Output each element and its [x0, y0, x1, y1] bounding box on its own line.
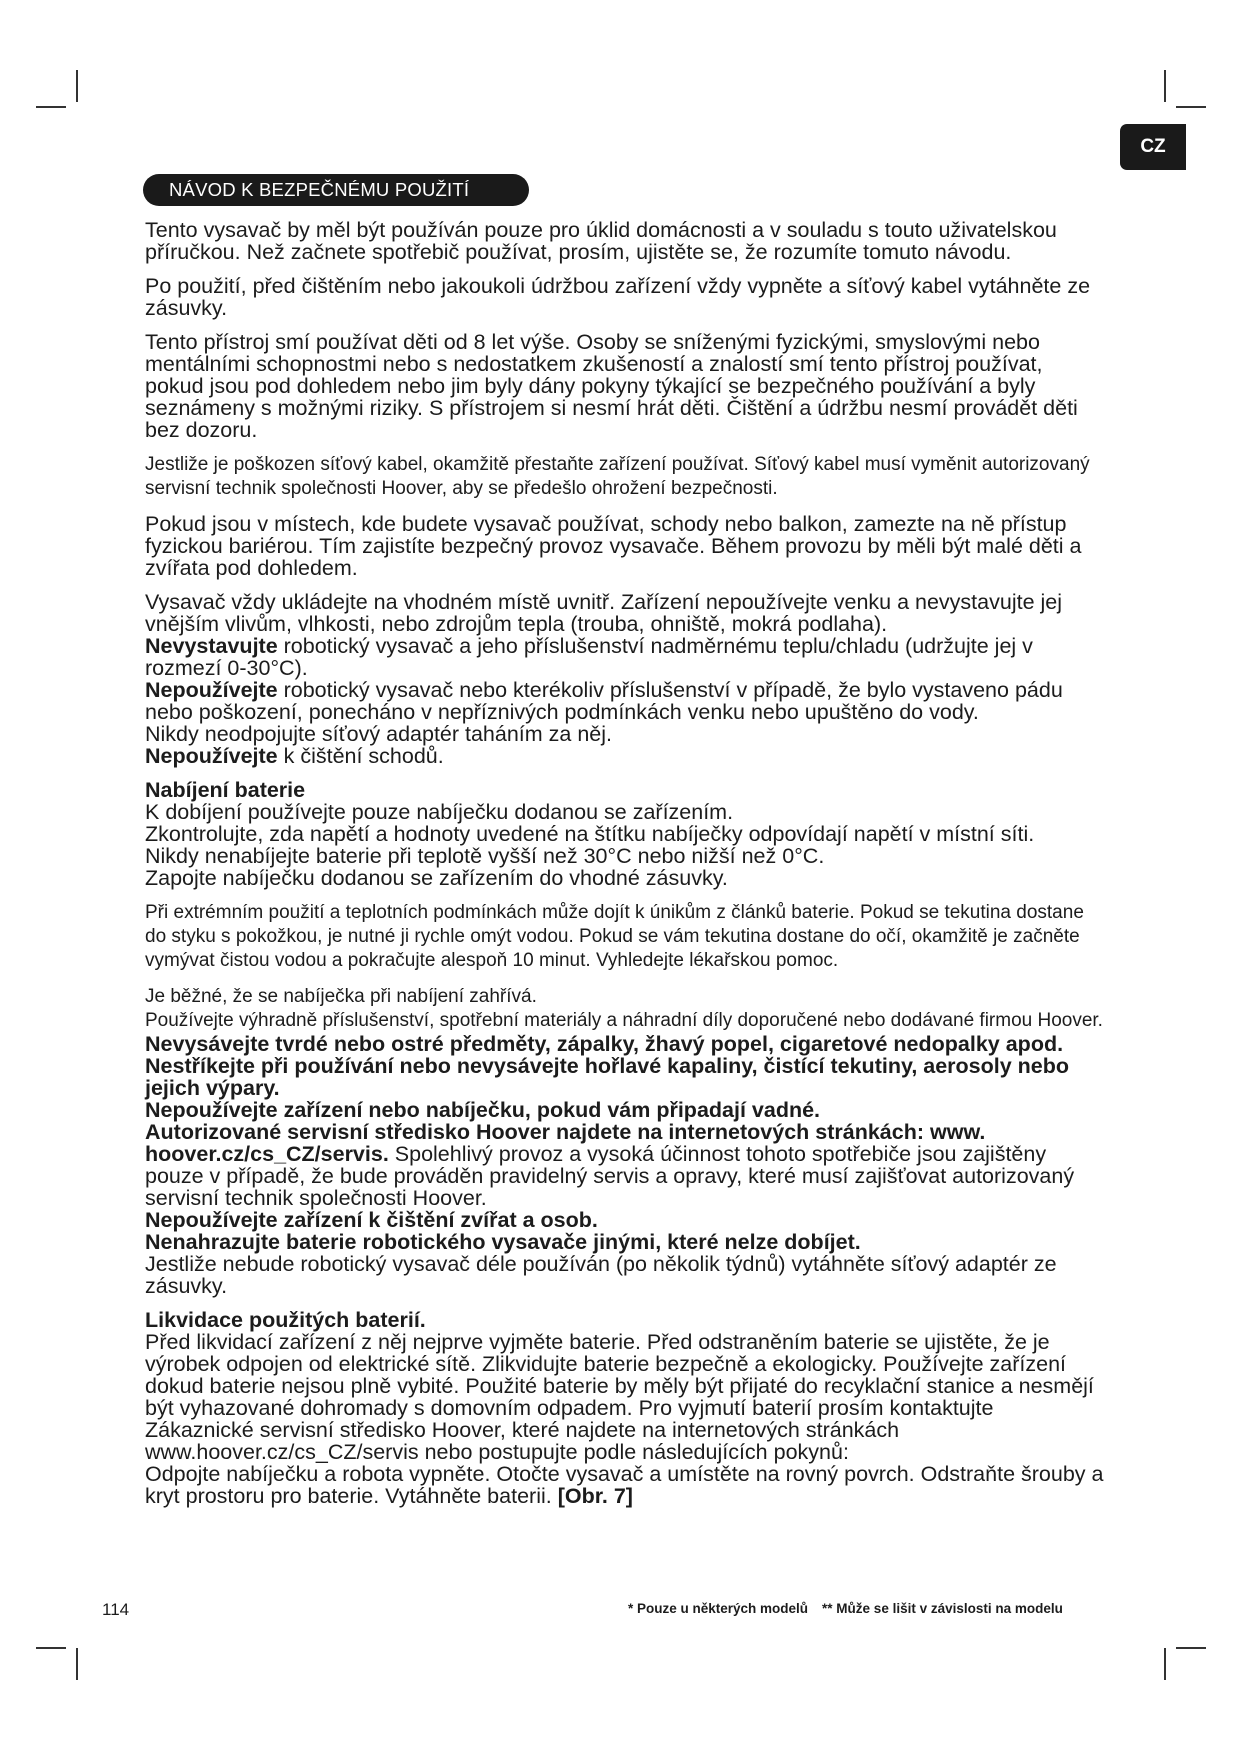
- paragraph-after-use: Po použití, před čištěním nebo jakoukoli údržbou zařízení vždy vypněte a síťový kabel vytáhněte ze zásuvky.: [145, 274, 1091, 320]
- paragraph-leakage: Při extrémním použití a teplotních podmínkách může dojít k únikům z článků baterie. Pokud se tekutina dostane do styku s pokožkou, je nutné ji rychle omýt vodou. Pokud se vám tekutina dostane do očí, okamžitě je začněte vymývat čistou vodou a pokračujte alespoň 10 minut. Vyhledejte lékařskou pomoc.: [145, 902, 1084, 971]
- paragraph-warnings: [145, 1033, 1105, 1297]
- paragraph-charging: [145, 801, 1105, 889]
- warning-bold-3: Nepoužívejte zařízení nebo nabíječku, pokud vám připadají vadné.: [145, 1098, 821, 1122]
- paragraph-children: Tento přístroj smí používat děti od 8 let výše. Osoby se sníženými fyzickými, smyslovými nebo mentálními schopnostmi nebo s nedostatkem zkušeností a znalostí smí tento přístroj používat, pokud jsou pod dohledem nebo jim byly dány pokyny týkající se bezpečného používání a byly seznámeny s možnými riziky. S přístrojem si nesmí hrát děti. Čištění a údržbu nesmí provádět děti bez dozoru.: [145, 330, 1078, 442]
- charging-line-2: Zkontrolujte, zda napětí a hodnoty uvedené na štítku nabíječky odpovídají napětí v místní síti.: [145, 822, 1035, 846]
- crop-mark-top-right-v: [1164, 70, 1166, 102]
- charging-line-3: Nikdy nenabíjejte baterie při teplotě vyšší než 30°C nebo nižší než 0°C.: [145, 844, 825, 868]
- warning-bold-4: Autorizované servisní středisko Hoover najdete na internetových stránkách: www. hoover.cz/cs_CZ/servis.: [145, 1120, 986, 1166]
- warning-bold-1: Nevysávejte tvrdé nebo ostré předměty, zápalky, žhavý popel, cigaretové nedopalky apod.: [145, 1032, 1064, 1056]
- warning-bold-6: Nenahrazujte baterie robotického vysavače jinými, které nelze dobíjet.: [145, 1230, 861, 1254]
- crop-mark-top-left-v: [76, 70, 78, 102]
- paragraph-charger-heat: [145, 985, 1105, 1033]
- paragraph-storage: [145, 591, 1105, 767]
- storage-text-4: Nikdy neodpojujte síťový adaptér taháním za něj.: [145, 722, 613, 746]
- paragraph-stairs: Pokud jsou v místech, kde budete vysavač používat, schody nebo balkon, zamezte na ně přístup fyzickou bariérou. Tím zajistíte bezpečný provoz vysavače. Během provozu by měli být malé děti a zvířata pod dohledem.: [145, 512, 1082, 580]
- paragraph-intro: Tento vysavač by měl být používán pouze pro úklid domácnosti a v souladu s touto uživatelskou příručkou. Než začnete spotřebič používat, prosím, ujistěte se, že rozumíte tomuto návodu.: [145, 218, 1057, 264]
- footnote: [628, 1601, 1063, 1616]
- warning-bold-5: Nepoužívejte zařízení k čištění zvířat a osob.: [145, 1208, 598, 1232]
- disposal-text: Před likvidací zařízení z něj nejprve vyjměte baterie. Před odstraněním baterie se ujistěte, že je výrobek odpojen od elektrické sítě. Zlikvidujte baterie bezpečně a ekologicky. Používejte zařízení dokud baterie nejsou plně vybité. Použité baterie by měly být přijaté do recyklační stanice a nesmějí být vyhazované dohromady s domovním odpadem. Pro vyjmutí baterií prosím kontaktujte Zákaznické servisní středisko Hoover, které najdete na internetových stránkách www.hoover.cz/cs_CZ/servis nebo postupujte podle následujících pokynů:: [145, 1330, 1094, 1464]
- disposal-text-2: Odpojte nabíječku a robota vypněte. Otočte vysavač a umístěte na rovný povrch. Odstraňte šrouby a kryt prostoru pro baterie. Vytáhněte baterii.: [145, 1462, 1104, 1508]
- charging-line-4: Zapojte nabíječku dodanou se zařízením do vhodné zásuvky.: [145, 866, 728, 890]
- storage-bold-2: Nepoužívejte: [145, 678, 278, 702]
- crop-mark-bottom-right-h: [1176, 1647, 1206, 1649]
- storage-bold-1: Nevystavujte: [145, 634, 278, 658]
- storage-text-5: k čištění schodů.: [277, 744, 444, 768]
- crop-mark-bottom-left-h: [36, 1647, 66, 1649]
- crop-mark-bottom-left-v: [76, 1648, 78, 1680]
- main-content: [145, 219, 1105, 1519]
- footnote-2: ** Může se lišit v závislosti na modelu: [822, 1601, 1063, 1616]
- storage-text: Vysavač vždy ukládejte na vhodném místě uvnitř. Zařízení nepoužívejte venku a nevystavujte jej vnějším vlivům, vlhkosti, nebo zdrojům tepla (trouba, ohniště, mokrá podlaha).: [145, 590, 1063, 636]
- warning-bold-2: Nestříkejte při používání nebo nevysávejte hořlavé kapaliny, čistící tekutiny, aerosoly nebo jejich výpary.: [145, 1054, 1070, 1100]
- heading-disposal: Likvidace použitých baterií.: [145, 1308, 426, 1332]
- storage-text-3: robotický vysavač nebo kterékoliv příslušenství v případě, že bylo vystaveno pádu nebo poškození, ponecháno v nepříznivých podmínkách venku nebo upuštěno do vody.: [145, 678, 1063, 724]
- heading-charging: Nabíjení baterie: [145, 778, 306, 802]
- charger-heat-line-1: Je běžné, že se nabíječka při nabíjení zahřívá.: [145, 986, 537, 1007]
- crop-mark-bottom-right-v: [1164, 1648, 1166, 1680]
- charging-line-1: K dobíjení používejte pouze nabíječku dodanou se zařízením.: [145, 800, 734, 824]
- footnote-1: * Pouze u některých modelů: [628, 1601, 809, 1616]
- figure-reference: [Obr. 7]: [557, 1484, 633, 1508]
- crop-mark-top-left-h: [36, 106, 66, 108]
- warning-text-4: Spolehlivý provoz a vysoká účinnost tohoto spotřebiče jsou zajištěny pouze v případě, že bude prováděn pravidelný servis a opravy, které musí zajišťovat autorizovaný servisní technik společnosti Hoover.: [145, 1142, 1075, 1210]
- storage-bold-3: Nepoužívejte: [145, 744, 278, 768]
- storage-text-2: robotický vysavač a jeho příslušenství nadměrnému teplu/chladu (udržujte jej v rozmezí 0-30°C).: [145, 634, 1033, 680]
- paragraph-disposal: [145, 1331, 1105, 1507]
- warning-text-7: Jestliže nebude robotický vysavač déle používán (po několik týdnů) vytáhněte síťový adaptér ze zásuvky.: [145, 1252, 1057, 1298]
- section-header: NÁVOD K BEZPEČNÉMU POUŽITÍ: [143, 174, 529, 206]
- crop-mark-top-right-h: [1176, 106, 1206, 108]
- page-number: 114: [102, 1600, 130, 1619]
- language-tab: CZ: [1120, 124, 1186, 170]
- paragraph-cable: Jestliže je poškozen síťový kabel, okamžitě přestaňte zařízení používat. Síťový kabel musí vyměnit autorizovaný servisní technik společnosti Hoover, aby se předešlo ohrožení bezpečnosti.: [145, 454, 1090, 499]
- charger-heat-line-2: Používejte výhradně příslušenství, spotřební materiály a náhradní díly doporučené nebo dodávané firmou Hoover.: [145, 1010, 1103, 1031]
